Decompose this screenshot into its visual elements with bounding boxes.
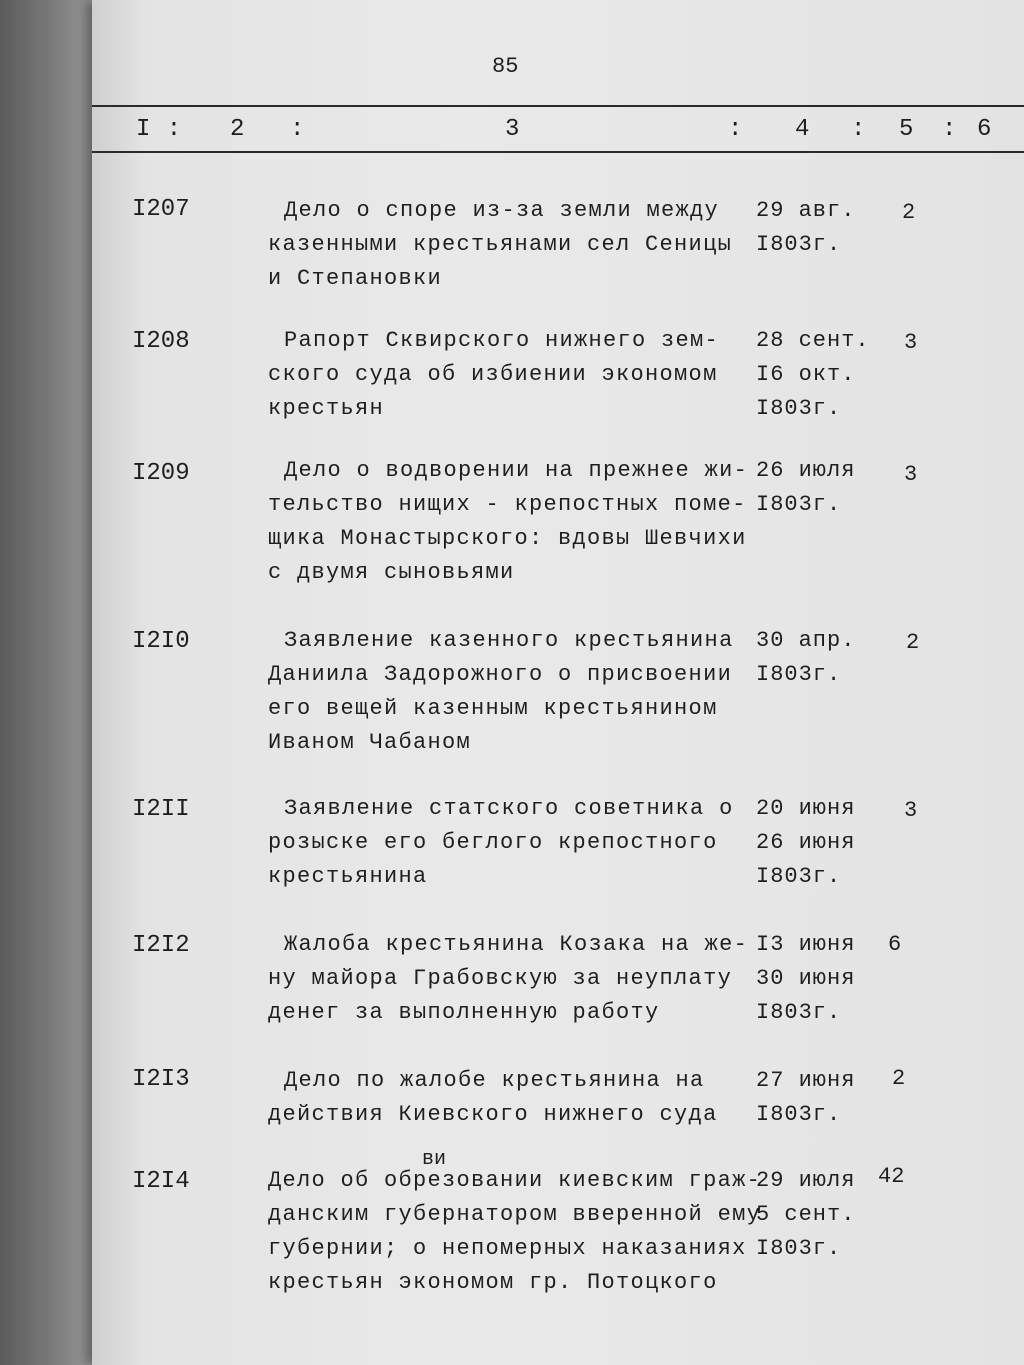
record-id: I208: [132, 328, 190, 355]
record-date: 20 июня: [756, 796, 856, 821]
header-col-2: 2: [230, 116, 246, 143]
record-dates: [756, 1164, 855, 1266]
record-title-line: денег за выполненную работу: [268, 1000, 660, 1025]
record-pages: 6: [888, 932, 902, 957]
record-dates: [756, 324, 870, 426]
record-title-line: казенными крестьянами сел Сеницы: [268, 232, 733, 257]
record-dates: [756, 792, 855, 894]
record-pages: 42: [878, 1164, 905, 1189]
record-title: [268, 928, 748, 1030]
record-title-line: губернии; о непомерных наказаниях: [268, 1236, 747, 1261]
record-date: I803г.: [756, 1236, 842, 1261]
handwritten-correction: ви: [422, 1148, 447, 1171]
record-title-line: Заявление статского советника о: [284, 796, 734, 821]
record-date: 29 июля: [756, 1168, 856, 1193]
header-sep-3: :: [728, 116, 744, 143]
record-title-line: Даниила Задорожного о присвоении: [268, 662, 733, 687]
record-pages: 2: [892, 1066, 906, 1091]
record-date: I803г.: [756, 1000, 842, 1025]
record-pages: 2: [902, 200, 916, 225]
record-dates: [756, 454, 855, 522]
record-title-line: действия Киевского нижнего суда: [268, 1102, 718, 1127]
record-id: I2I2: [132, 932, 190, 959]
record-title: [268, 1064, 748, 1132]
record-date: I803г.: [756, 396, 842, 421]
record-title: [268, 1164, 762, 1300]
record-date: 30 апр.: [756, 628, 856, 653]
record-date: I803г.: [756, 492, 842, 517]
record-date: I3 июня: [756, 932, 856, 957]
record-date: 26 июня: [756, 830, 856, 855]
record-date: 26 июля: [756, 458, 856, 483]
page-number: 85: [492, 54, 519, 79]
record-pages: 3: [904, 462, 918, 487]
record-date: I803г.: [756, 1102, 842, 1127]
record-date: I803г.: [756, 232, 842, 257]
record-title-line: и Степановки: [268, 266, 443, 291]
record-pages: 2: [906, 630, 920, 655]
record-title-line: данским губернатором вверенной ему: [268, 1202, 762, 1227]
record-dates: [756, 928, 855, 1030]
record-title-line: Дело по жалобе крестьянина на: [284, 1068, 705, 1093]
header-col-5: 5: [899, 116, 915, 143]
header-rule-top: [92, 105, 1024, 107]
record-title-line: Иваном Чабаном: [268, 730, 472, 755]
header-col-1: I :: [136, 116, 183, 143]
record-title-line: его вещей казенным крестьянином: [268, 696, 718, 721]
record-date: 27 июня: [756, 1068, 856, 1093]
record-title: [268, 454, 748, 590]
record-title-line: щика Монастырского: вдовы Шевчихи: [268, 526, 747, 551]
record-id: I209: [132, 460, 190, 487]
record-dates: [756, 1064, 855, 1132]
record-date: 30 июня: [756, 966, 856, 991]
record-date: 5 сент.: [756, 1202, 856, 1227]
record-title: [268, 792, 748, 894]
header-col-3: 3: [505, 116, 521, 143]
record-dates: [756, 624, 855, 692]
record-title-line: Дело о споре из-за земли между: [284, 198, 720, 223]
header-col-4: 4: [795, 116, 811, 143]
record-title: [268, 624, 748, 760]
header-sep-2: :: [290, 116, 306, 143]
record-id: I2II: [132, 796, 190, 823]
header-rule-bottom: [92, 151, 1024, 153]
record-title-line: Рапорт Сквирского нижнего зем-: [284, 328, 720, 353]
record-id: I2I4: [132, 1168, 190, 1195]
record-title: [268, 324, 748, 426]
record-date: 29 авг.: [756, 198, 856, 223]
record-dates: [756, 194, 855, 262]
record-title-line: Дело о водворении на прежнее жи-: [284, 458, 749, 483]
header-sep-4: :: [851, 116, 867, 143]
record-title-line: ского суда об избиении экономом: [268, 362, 718, 387]
record-title-line: крестьян: [268, 396, 385, 421]
record-title-line: крестьян экономом гр. Потоцкого: [268, 1270, 718, 1295]
record-pages: 3: [904, 798, 918, 823]
record-id: I207: [132, 196, 190, 223]
record-date: I803г.: [756, 662, 842, 687]
record-title-line: крестьянина: [268, 864, 428, 889]
record-title: [268, 194, 748, 296]
record-date: 28 сент.: [756, 328, 870, 353]
record-title-line: ну майора Грабовскую за неуплату: [268, 966, 733, 991]
record-title-line: розыске его беглого крепостного: [268, 830, 718, 855]
header-sep-5: :: [942, 116, 958, 143]
record-date: I803г.: [756, 864, 842, 889]
record-title-line: Жалоба крестьянина Козака на же-: [284, 932, 749, 957]
record-id: I2I0: [132, 628, 190, 655]
record-title-line: с двумя сыновьями: [268, 560, 515, 585]
book-gutter: [0, 0, 95, 1365]
record-pages: 3: [904, 330, 918, 355]
header-col-6: 6: [977, 116, 993, 143]
record-title-line: Дело об обрезовании киевским граж-: [268, 1168, 762, 1193]
record-date: I6 окт.: [756, 362, 856, 387]
record-title-line: тельство нищих - крепостных поме-: [268, 492, 747, 517]
record-title-line: Заявление казенного крестьянина: [284, 628, 734, 653]
record-id: I2I3: [132, 1066, 190, 1093]
